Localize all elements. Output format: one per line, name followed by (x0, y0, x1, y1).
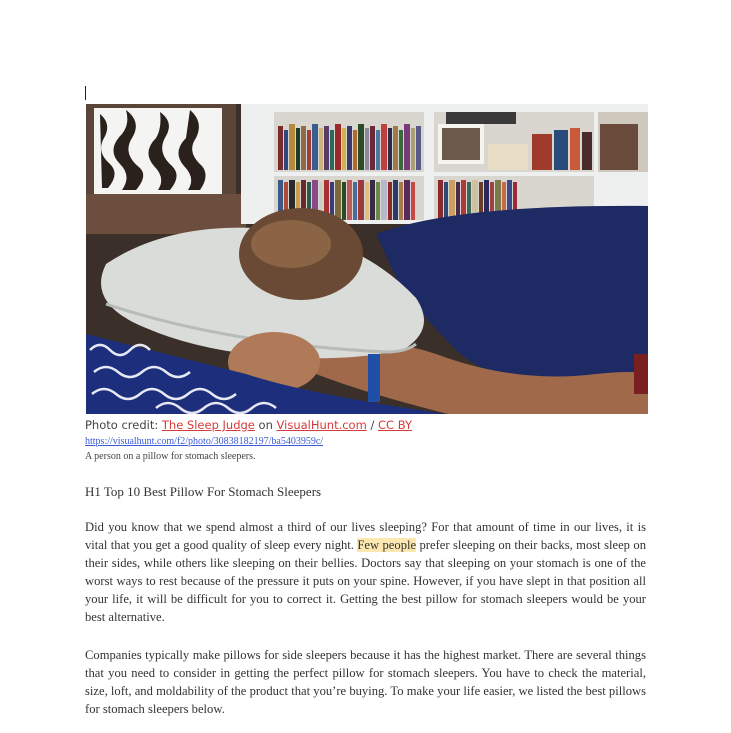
paragraph-intro (85, 518, 646, 626)
photo-caption: A person on a pillow for stomach sleepers. (85, 451, 256, 462)
credit-author-link[interactable]: The Sleep Judge (161, 418, 255, 432)
highlighted-text[interactable]: Few people (357, 538, 417, 552)
photo-credit (85, 418, 412, 432)
credit-separator: / (366, 418, 378, 432)
article-heading: H1 Top 10 Best Pillow For Stomach Sleepers (85, 484, 322, 499)
credit-prefix: Photo credit: (85, 418, 162, 432)
para1-before: Did you know that we spend almost a third of our lives sleeping? For that amount of time in our lives, it is vital that you get a good quality of sleep every night. (85, 520, 646, 552)
para1-after: prefer sleeping on their backs, most sleep on their sides, while others like sleeping on their bellies. Doctors say that sleeping on your stomach is one of the worst ways to rest because of the pressure it puts on your spine. However, if you have slept in that position all your life, it will be difficult for you to correct it. Getting the best pillow for stomach sleepers would be your best alternative. (85, 538, 646, 624)
credit-on: on (254, 418, 277, 432)
text-cursor (85, 86, 86, 100)
credit-license-link[interactable]: CC BY (378, 418, 413, 432)
paragraph-companies: Companies typically make pillows for side sleepers because it has the highest market. There are several things that you need to consider in getting the perfect pillow for stomach sleepers. You have to check the material, size, loft, and moldability of the product that you’re buying. To make your life easier, we listed the best pillows for stomach sleepers below. (85, 648, 646, 716)
photo-illustration (86, 104, 648, 414)
article-photo[interactable] (86, 104, 648, 414)
photo-url-link[interactable]: https://visualhunt.com/f2/photo/30838182197/ba5403959c/ (85, 436, 324, 447)
credit-site-link[interactable]: VisualHunt.com (276, 418, 367, 432)
